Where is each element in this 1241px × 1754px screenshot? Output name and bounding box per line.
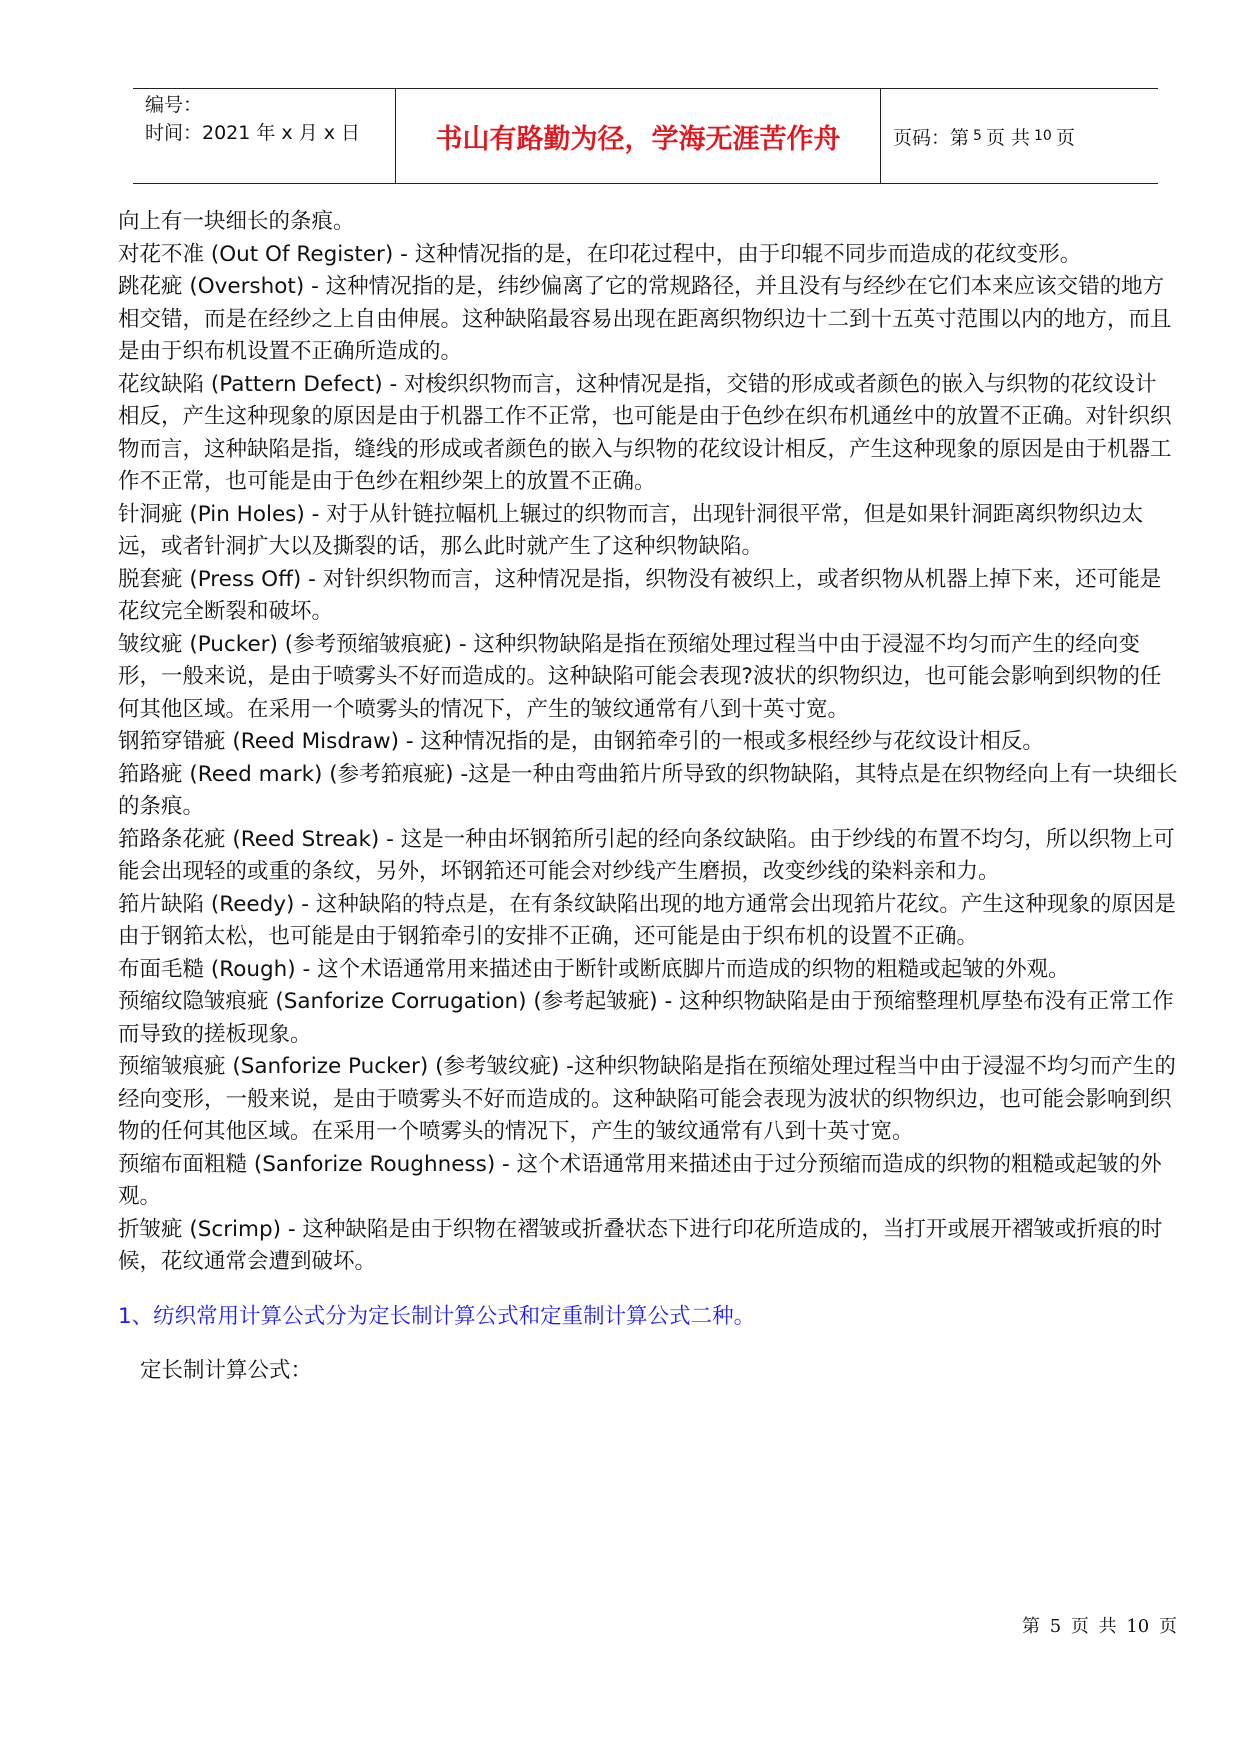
document-time: 时间：2021 年 x 月 x 日: [145, 122, 361, 144]
header-meta: [133, 89, 395, 183]
page-header: [133, 88, 1158, 184]
section-subheading: 定长制计算公式：: [140, 1358, 313, 1383]
section-heading: 1、纺织常用计算公式分为定长制计算公式和定重制计算公式二种。: [118, 1303, 756, 1329]
paragraph: 筘片缺陷 (Reedy) - 这种缺陷的特点是，在有条纹缺陷出现的地方通常会出现筘片花纹。产生这种现象的原因是由于钢筘太松，也可能是由于钢筘牵引的安排不正确，还可能是由于织布机的设置不正确。: [118, 891, 1176, 949]
paragraph: 预缩布面粗糙 (Sanforize Roughness) - 这个术语通常用来描述由于过分预缩而造成的织物的粗糙或起皱的外观。: [118, 1151, 1162, 1209]
paragraph: 布面毛糙 (Rough) - 这个术语通常用来描述由于断针或断底脚片而造成的织物的粗糙或起皱的外观。: [118, 956, 1070, 982]
document-body: [118, 206, 1178, 1388]
page-suffix: 页: [1055, 126, 1075, 149]
paragraph: 筘路条花疵 (Reed Streak) - 这是一种由坏钢筘所引起的经向条纹缺陷。由于纱线的布置不均匀，所以织物上可能会出现轻的或重的条纹，另外，坏钢筘还可能会对纱线产生磨损，改变纱线的染料亲和力。: [118, 826, 1175, 884]
page-prefix: 页码：第: [893, 126, 970, 149]
paragraph: 预缩纹隐皱痕疵 (Sanforize Corrugation) (参考起皱疵) - 这种织物缺陷是由于预缩整理机厚垫布没有正常工作而导致的搓板现象。: [118, 989, 1174, 1047]
document-number-label: 编号：: [145, 94, 203, 116]
paragraph: 脱套疵 (Press Off) - 对针织织物而言，这种情况是指，织物没有被织上，或者织物从机器上掉下来，还可能是花纹完全断裂和破坏。: [118, 566, 1162, 624]
header-page-info: [881, 89, 1158, 183]
paragraph: 针洞疵 (Pin Holes) - 对于从针链拉幅机上辗过的织物而言，出现针洞很平常，但是如果针洞距离织物织边太远，或者针洞扩大以及撕裂的话，那么此时就产生了这种织物缺陷。: [118, 501, 1144, 559]
paragraph: 向上有一块细长的条痕。: [118, 209, 355, 234]
paragraph: 钢筘穿错疵 (Reed Misdraw) - 这种情况指的是，由钢筘牵引的一根或多根经纱与花纹设计相反。: [118, 729, 1044, 754]
page-footer: 第 5 页 共 10 页: [1022, 1616, 1177, 1637]
paragraph: 折皱疵 (Scrimp) - 这种缺陷是由于织物在褶皱或折叠状态下进行印花所造成的，当打开或展开褶皱或折痕的时候，花纹通常会遭到破坏。: [118, 1216, 1163, 1274]
page-mid: 页 共: [985, 126, 1030, 149]
paragraph: 花纹缺陷 (Pattern Defect) - 对梭织织物而言，这种情况是指，交错的形成或者颜色的嵌入与织物的花纹设计相反，产生这种现象的原因是由于机器工作不正常，也可能是由于色纱在织布机通丝中的放置不正确。对针织织物而言，这种缺陷是指，缝线的形成或者颜色的嵌入与织物的花纹设计相反，产生这种现象的原因是由于机器工作不正常，也可能是由于色纱在粗纱架上的放置不正确。: [118, 371, 1172, 494]
paragraph: 筘路疵 (Reed mark) (参考筘痕疵) -这是一种由弯曲筘片所导致的织物缺陷，其特点是在织物经向上有一块细长的条痕。: [118, 761, 1178, 819]
paragraph: 皱纹疵 (Pucker) (参考预缩皱痕疵) - 这种织物缺陷是指在预缩处理过程当中由于浸湿不均匀而产生的经向变形，一般来说，是由于喷雾头不好而造成的。这种缺陷可能会表现?波状的织物织边，也可能会影响到织物的任何其他区域。在采用一个喷雾头的情况下，产生的皱纹通常有八到十英寸宽。: [118, 631, 1162, 722]
paragraph: 预缩皱痕疵 (Sanforize Pucker) (参考皱纹疵) -这种织物缺陷是指在预缩处理过程当中由于浸湿不均匀而产生的经向变形，一般来说，是由于喷雾头不好而造成的。这种缺陷可能会表现为波状的织物织边，也可能会影响到织物的任何其他区域。在采用一个喷雾头的情况下，产生的皱纹通常有八到十英寸宽。: [118, 1054, 1176, 1144]
header-motto: 书山有路勤为径，学海无涯苦作舟: [395, 89, 881, 183]
paragraph: 跳花疵 (Overshot) - 这种情况指的是，纬纱偏离了它的常规路径，并且没有与经纱在它们本来应该交错的地方相交错，而是在经纱之上自由伸展。这种缺陷最容易出现在距离织物织边十二到十五英寸范围以内的地方，而且是由于织布机设置不正确所造成的。: [118, 274, 1172, 364]
page-total: 10: [1033, 128, 1052, 144]
page-current: 5: [973, 128, 982, 144]
paragraph: 对花不准 (Out Of Register) - 这种情况指的是，在印花过程中，由于印辊不同步而造成的花纹变形。: [118, 241, 1082, 267]
